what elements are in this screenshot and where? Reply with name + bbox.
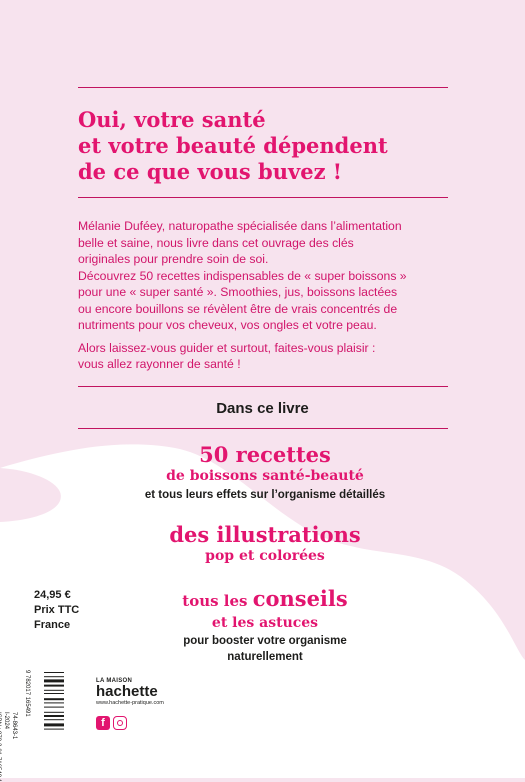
headline-rule — [78, 197, 448, 198]
feature-tips — [80, 586, 450, 665]
feature-tips-subtitle: et les astuces — [211, 615, 319, 631]
intro-closing-line: Alors laissez-vous guider et surtout, faites-vous plaisir : — [78, 340, 376, 355]
social-links — [96, 716, 164, 730]
price-block — [34, 588, 79, 633]
publisher-block — [96, 678, 164, 730]
intro-line: Découvrez 50 recettes indispensables de « super boissons » — [78, 268, 407, 283]
top-rule — [78, 87, 448, 88]
feature-recipes-title: 50 recettes — [199, 442, 331, 467]
headline-line-1: Oui, votre santé — [78, 107, 266, 132]
feature-recipes-subtitle: de boissons santé-beauté — [166, 468, 364, 484]
section-title: Dans ce livre — [216, 400, 309, 417]
intro-line: nutriments pour vos cheveux, vos ongles et votre peau. — [78, 318, 377, 332]
price-amount: 24,95 € — [34, 589, 71, 601]
barcode-digits: 9 782017 165491 — [24, 670, 30, 717]
feature-tips-prefix: tous les — [182, 592, 253, 610]
sparkle-icon — [257, 570, 269, 582]
reference-code: 74-8643-1 — [11, 712, 17, 740]
headline-line-3: de ce que vous buvez ! — [78, 159, 343, 184]
price-country: France — [34, 619, 71, 631]
intro-line: ou encore bouillons se révèlent être de vrais concentrés de — [78, 301, 398, 316]
intro-line: Mélanie Duféey, naturopathe spécialisée dans l’alimentation — [78, 219, 402, 233]
feature-recipes-description: et tous leurs effets sur l’organisme détaillés — [144, 489, 386, 501]
section-rule-bottom — [78, 428, 448, 429]
intro-line: belle et saine, nous livre dans cet ouvrage des clés — [78, 235, 354, 250]
section-rule-top — [78, 386, 448, 387]
intro-closing-line: vous allez rayonner de santé ! — [78, 357, 241, 371]
intro-line: originales pour prendre soin de soi. — [78, 252, 269, 266]
isbn-info — [0, 712, 18, 782]
headline-line-2: et votre beauté dépendent — [78, 133, 388, 158]
feature-tips-description-2: naturellement — [227, 651, 303, 663]
publisher-tagline: LA MAISON — [96, 678, 133, 684]
feature-illustrations-title: des illustrations — [169, 522, 361, 547]
publisher-url: www.hachette-pratique.com — [96, 700, 164, 706]
facebook-icon[interactable]: f — [96, 716, 110, 730]
edition-code: I-2024 — [3, 712, 9, 730]
sparkle-icon — [257, 506, 269, 518]
headline — [78, 107, 458, 185]
publisher-logo: hachette — [96, 683, 158, 700]
isbn-code — [0, 712, 2, 782]
instagram-icon[interactable] — [113, 716, 127, 730]
feature-illustrations-subtitle: pop et colorées — [205, 548, 325, 564]
price-ttc: Prix TTC — [34, 604, 80, 616]
feature-tips-description-1: pour booster votre organisme — [183, 635, 347, 647]
feature-tips-title: conseils — [252, 586, 348, 611]
intro-line: pour une « super santé ». Smoothies, jus, boissons lactées — [78, 285, 398, 299]
feature-illustrations — [80, 522, 450, 565]
barcode — [36, 668, 66, 758]
feature-recipes — [80, 442, 450, 503]
intro-text — [78, 218, 453, 373]
